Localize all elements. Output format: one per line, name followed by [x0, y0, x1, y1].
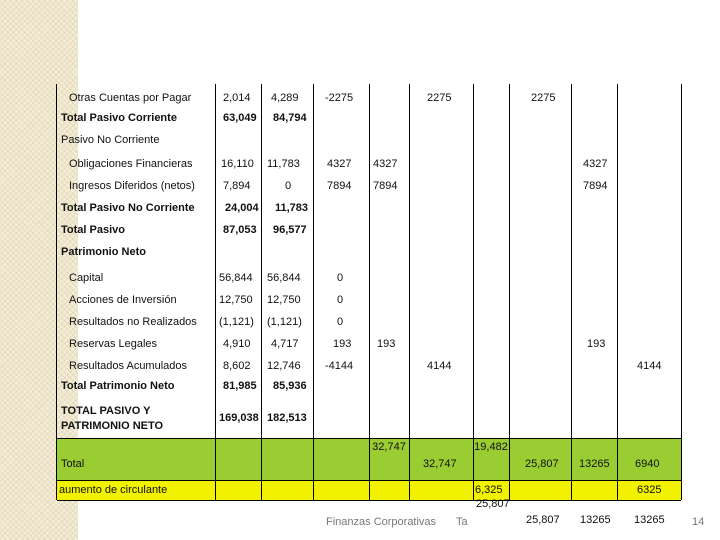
cell-value: 4327: [327, 158, 352, 170]
cell-value: 85,936: [273, 380, 307, 392]
cell-value: 56,844: [267, 272, 301, 284]
row-label: aumento de circulante: [59, 484, 168, 496]
row-divider: [57, 480, 681, 481]
cell-value: 25,807: [526, 514, 560, 526]
row-label: Total: [61, 458, 85, 470]
cell-value: 193: [377, 338, 396, 350]
cell-value: 4,289: [271, 92, 299, 104]
cell-value: 0: [337, 272, 344, 284]
cell-value: 96,577: [273, 224, 307, 236]
row-label: Total Pasivo Corriente: [61, 112, 177, 124]
cell-value: (1,121): [219, 316, 254, 328]
cell-value: 4327: [583, 158, 608, 170]
cell-value: 13265: [634, 514, 665, 526]
row-divider: [57, 500, 681, 501]
cell-value: 0: [337, 316, 344, 328]
section-heading: Patrimonio Neto: [61, 246, 146, 258]
cell-value: 6325: [637, 484, 662, 496]
row-label: Acciones de Inversión: [69, 294, 177, 306]
row-label: Capital: [69, 272, 104, 284]
cell-value: 2275: [531, 92, 556, 104]
balance-sheet-table: [56, 84, 682, 500]
footer-partial-text: Ta: [456, 516, 468, 528]
cell-value: 24,004: [225, 202, 259, 214]
cell-value: 2275: [427, 92, 452, 104]
row-label: Reservas Legales: [69, 338, 158, 350]
cell-value: 193: [587, 338, 606, 350]
cell-value: 4327: [373, 158, 398, 170]
cell-value: 169,038: [219, 412, 259, 424]
row-label: Resultados no Realizados: [69, 316, 197, 328]
cell-value: 13265: [580, 514, 611, 526]
row-label: Total Pasivo: [61, 224, 125, 236]
cell-value: 12,750: [267, 294, 301, 306]
page-number: 14: [692, 516, 705, 528]
cell-value: 11,783: [275, 202, 309, 214]
row-label: Ingresos Diferidos (netos): [69, 180, 195, 192]
cell-value: 0: [337, 294, 344, 306]
cell-value: 56,844: [219, 272, 253, 284]
cell-value: 12,750: [219, 294, 253, 306]
cell-value: 0: [285, 180, 292, 192]
row-label: Total Pasivo No Corriente: [61, 202, 195, 214]
row-label: Otras Cuentas por Pagar: [69, 92, 192, 104]
cell-value: 6940: [635, 458, 660, 470]
cell-value: 6,325: [475, 484, 503, 496]
cell-value: 7894: [583, 180, 608, 192]
section-heading: Pasivo No Corriente: [61, 134, 160, 146]
row-label: Obligaciones Financieras: [69, 158, 193, 170]
cell-value: 25,807: [525, 458, 559, 470]
cell-value: 63,049: [223, 112, 257, 124]
cell-value: 25,807: [476, 498, 510, 510]
row-label: TOTAL PASIVO Y PATRIMONIO NETO: [61, 405, 164, 432]
cell-value: 7894: [373, 180, 398, 192]
cell-value: 8,602: [223, 360, 251, 372]
cell-value: 7,894: [223, 180, 251, 192]
row-divider: [57, 438, 681, 439]
cell-value: 11,783: [267, 158, 300, 170]
cell-value: 19,482: [474, 441, 508, 453]
cell-value: 4144: [427, 360, 452, 372]
cell-value: 87,053: [223, 224, 257, 236]
cell-value: 4,717: [271, 338, 299, 350]
cell-value: 12,746: [267, 360, 301, 372]
row-label: Resultados Acumulados: [69, 360, 188, 372]
footer-course: Finanzas Corporativas: [326, 516, 437, 528]
cell-value: 7894: [327, 180, 352, 192]
row-label: Total Patrimonio Neto: [61, 380, 175, 392]
cell-value: 4,910: [223, 338, 251, 350]
cell-value: 16,110: [221, 158, 254, 170]
cell-value: 2,014: [223, 92, 251, 104]
cell-value: 32,747: [372, 441, 406, 453]
cell-value: 182,513: [267, 412, 307, 424]
cell-value: 32,747: [423, 458, 457, 470]
cell-value: 84,794: [273, 112, 307, 124]
cell-value: -2275: [325, 92, 354, 104]
cell-value: -4144: [325, 360, 354, 372]
cell-value: 13265: [579, 458, 610, 470]
cell-value: 193: [333, 338, 352, 350]
cell-value: (1,121): [267, 316, 302, 328]
cell-value: 81,985: [223, 380, 257, 392]
cell-value: 4144: [637, 360, 662, 372]
